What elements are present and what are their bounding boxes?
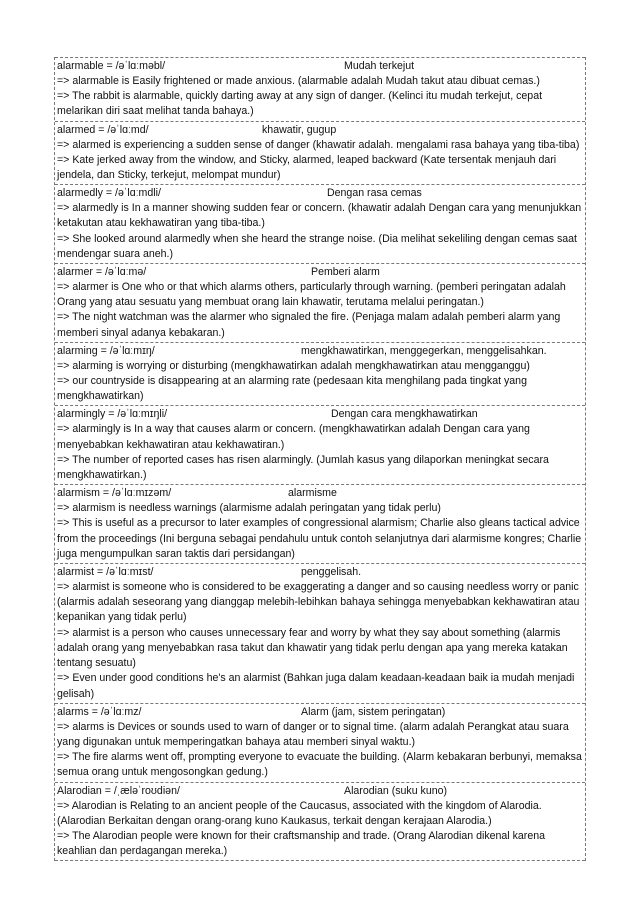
example-line: => The fire alarms went off, prompting everyone to evacuate the building. (Alarm kebakaran berbunyi, memaksa semua orang untuk mengosongkan gedung.) [57, 751, 582, 779]
example-line: => Kate jerked away from the window, and Sticky, alarmed, leaped backward (Kate tersentak menjauh dari jendela, dan Sticky, terkejut, melompat mundur) [57, 153, 557, 182]
meaning: Alarodian (suku kuno) [344, 784, 448, 797]
meaning: Dengan rasa cemas [327, 187, 422, 200]
glossary-entry-alarmingly [55, 406, 585, 485]
definition-line: => alarming is worrying or disturbing (mengkhawatirkan adalah mengkhawatirkan atau mengganggu) [57, 359, 530, 372]
entry-header [57, 784, 583, 799]
headword: alarmingly = /əˈlɑːmɪŋli/ [57, 408, 168, 421]
headword: alarmism = /əˈlɑːmɪzəm/ [57, 487, 172, 500]
definition-line: => alarmist is someone who is considered to be exaggerating a danger and so causing needless worry or panic (alarmis adalah seseorang yang dianggap melebih-lebihkan bahaya sehingga menyebabkan kekhawatiran atau kepanikan yang tidak perlu) [57, 581, 580, 624]
example-line: => our countryside is disappearing at an alarming rate (pedesaan kita menghilang pada tingkat yang mengkhawatirkan) [57, 375, 527, 403]
meaning: penggelisah. [301, 566, 362, 579]
definition-line: => alarmable is Easily frightened or made anxious. (alarmable adalah Mudah takut atau dibuat cemas.) [57, 75, 540, 87]
headword: alarming = /əˈlɑːmɪŋ/ [57, 344, 155, 357]
headword: alarmer = /əˈlɑːmə/ [57, 266, 147, 279]
definition-line: => alarmism is needless warnings (alarmisme adalah peringatan yang tidak perlu) [57, 502, 441, 515]
example-line: => Even under good conditions he's an alarmist (Bahkan juga dalam keadaan-keadaan baik ia mudah menjadi gelisah) [57, 672, 575, 700]
headword: alarmedly = /əˈlɑːmdli/ [57, 187, 161, 200]
headword: alarmed = /əˈlɑːmd/ [57, 123, 149, 136]
example-line: => She looked around alarmedly when she heard the strange noise. (Dia melihat sekeliling dengan cemas saat mendengar suara aneh.) [57, 232, 577, 260]
headword: alarms = /əˈlɑːmz/ [57, 705, 142, 718]
glossary-entry-alarmer [55, 264, 585, 343]
definition-line: => alarmist is a person who causes unnecessary fear and worry by what they say about something (alarmis adalah orang yang menyebabkan rasa takut dan khawatir yang tidak perlu dengan apa yang mereka katakan tentang sesuatu) [57, 626, 568, 670]
meaning: Alarm (jam, sistem peringatan) [301, 705, 446, 718]
glossary-entry-alarms [55, 704, 585, 783]
entry-header [57, 407, 583, 422]
glossary-entry-alarmist [55, 564, 585, 704]
meaning: Dengan cara mengkhawatirkan [331, 408, 478, 421]
example-line: => This is useful as a precursor to later examples of congressional alarmism; Charlie also gleans tactical advice from the proceedings (Ini berguna sebagai pendahulu untuk contoh selanjutnya dari alarmisme kongres; Charlie juga mengumpulkan saran taktis dari persidangan) [57, 517, 582, 560]
entry-header [57, 123, 583, 138]
glossary-entry-alarming [55, 343, 585, 407]
glossary-entry-alarmed [55, 122, 585, 186]
example-line: => The Alarodian people were known for their craftsmanship and trade. (Orang Alarodian dikenal karena keahlian dan perdagangan mereka.) [57, 829, 545, 858]
meaning: Mudah terkejut [344, 60, 415, 72]
glossary-entry-alarodian [55, 783, 585, 862]
glossary-entry-alarmable [55, 57, 585, 122]
example-line: => The number of reported cases has risen alarmingly. (Jumlah kasus yang dilaporkan meningkat secara mengkhawatirkan.) [57, 453, 549, 482]
headword: alarmist = /əˈlɑːmɪst/ [57, 566, 154, 579]
headword: alarmable = /əˈlɑːməbl/ [57, 60, 166, 72]
entry-header [57, 265, 583, 280]
entry-header [57, 565, 583, 580]
glossary-sheet [54, 57, 586, 861]
definition-line: => Alarodian is Relating to an ancient people of the Caucasus, associated with the kingdom of Alarodia. (Alarodian Berkaitan dengan orang-orang kuno Kaukasus, terkait dengan kerajaan Alarodia.) [57, 799, 542, 827]
headword: Alarodian = /ˌæləˈroʊdiən/ [57, 784, 180, 797]
definition-line: => alarms is Devices or sounds used to warn of danger or to signal time. (alarm adalah Perangkat atau suara yang digunakan untuk memperingatkan bahaya atau memberi sinyal waktu.) [57, 720, 569, 748]
entry-header [57, 344, 583, 359]
entry-header [57, 705, 583, 720]
glossary-entry-alarmism [55, 485, 585, 564]
meaning: Pemberi alarm [311, 266, 380, 279]
definition-line: => alarmingly is In a way that causes alarm or concern. (mengkhawatirkan adalah Dengan cara yang menyebabkan kekhawatiran atau kekhawatiran.) [57, 423, 530, 451]
entry-header [57, 59, 583, 74]
glossary-entry-alarmedly [55, 185, 585, 264]
definition-line: => alarmed is experiencing a sudden sense of danger (khawatir adalah. mengalami rasa bahaya yang tiba-tiba) [57, 138, 580, 151]
meaning: mengkhawatirkan, menggegerkan, menggelisahkan. [301, 344, 547, 357]
meaning: alarmisme [288, 487, 337, 500]
definition-line: => alarmedly is In a manner showing sudden fear or concern. (khawatir adalah Dengan cara yang menunjukkan ketakutan atau kekhawatiran yang tiba-tiba.) [57, 202, 582, 230]
entry-header [57, 486, 583, 501]
example-line: => The rabbit is alarmable, quickly darting away at any sign of danger. (Kelinci itu mudah terkejut, cepat melarikan diri saat melihat tanda bahaya.) [57, 90, 543, 118]
meaning: khawatir, gugup [262, 123, 337, 136]
example-line: => The night watchman was the alarmer who signaled the fire. (Penjaga malam adalah pemberi alarm yang memberi sinyal adanya kebakaran.) [57, 311, 561, 339]
entry-header [57, 186, 583, 201]
definition-line: => alarmer is One who or that which alarms others, particularly through warning. (pemberi peringatan adalah Orang yang atau sesuatu yang membuat orang lain khawatir, terutama melalui peringatan.) [57, 281, 566, 309]
